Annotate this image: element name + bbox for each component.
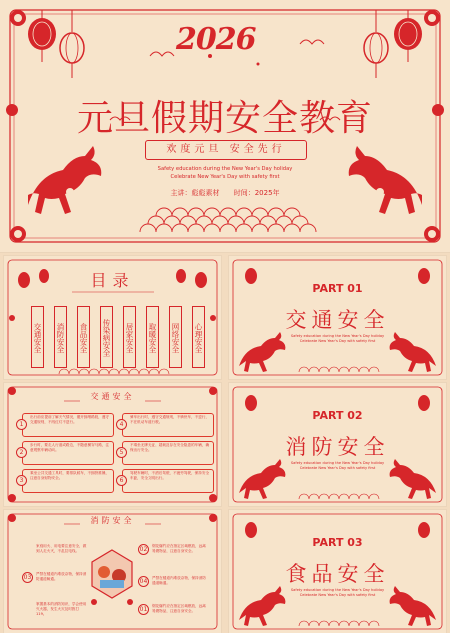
title-slide[interactable] (0, 0, 450, 252)
time: 时间：2025年 (233, 189, 280, 197)
toc-item-traffic[interactable]: 交通安全 (31, 306, 44, 368)
part1-slide[interactable] (229, 256, 446, 379)
part3-slide[interactable] (229, 510, 446, 633)
traffic-item-num-2: 2 (16, 447, 27, 458)
left-lanterns (28, 10, 84, 78)
traffic-item-num-4: 4 (116, 419, 127, 430)
toc-item-home[interactable]: 居家安全 (123, 306, 136, 368)
traffic-item-text-6: 驾驶车辆时，不酒后驾驶，不疲劳驾驶，保持安全车距，安全文明出行。 (130, 471, 210, 480)
traffic-item-text-5: 不乘坐无牌无证、超载及存在安全隐患的车辆，确保出行安全。 (130, 443, 210, 452)
fire-item-text-3: 严禁在楼道内堆放杂物，保持消防通道畅通。 (36, 572, 87, 581)
fire-heading: 消防安全 (90, 516, 135, 525)
fire-item-num-4: 04 (139, 578, 148, 585)
fire-illustration (91, 550, 133, 605)
traffic-item-num-1: 1 (16, 419, 27, 430)
fire-item-text-4: 严禁在楼道内堆放杂物，保持消防通道畅通。 (152, 576, 206, 585)
toc-item-food[interactable]: 食品安全 (77, 306, 90, 368)
year-title: 2026 (176, 22, 256, 57)
traffic-item-num-3: 3 (16, 475, 27, 486)
traffic-item-text-4: 骑车出行时，遵守交通规则，不骑快车，不逆行，不在机动车道行驶。 (130, 415, 210, 424)
toc-item-heating[interactable]: 取暖安全 (146, 306, 159, 368)
subtitle-en-1: Safety education during the New Year's Day holiday (157, 166, 293, 172)
horse-left (28, 146, 101, 214)
fire-item-text-1: 家庭用火、用电要注意安全，做到人走火灭，不乱拉电线。 (36, 544, 87, 553)
horse-right (349, 146, 422, 214)
fire-item-text-2: 烟花爆竹应在指定区域燃放，远离易燃物品，注意自身安全。 (152, 544, 206, 553)
part1-label: PART 01 (312, 282, 363, 295)
part2-desc-2: Celebrate New Year's Day with safety first (299, 466, 376, 470)
part3-title: 食品安全 (285, 562, 390, 586)
part3-label: PART 03 (312, 536, 363, 549)
slogan-banner: 欢度元旦 安全先行 (145, 140, 307, 160)
part2-slide[interactable] (229, 383, 446, 506)
traffic-item-text-1: 出行前应提前了解天气情况，避开拥堵路段，遵守交通规则，不闯红灯不逆行。 (30, 415, 110, 424)
fire-item-num-3: 03 (23, 574, 32, 581)
right-lanterns (364, 10, 422, 78)
traffic-content-slide[interactable] (4, 383, 221, 506)
toc-item-disease[interactable]: 传染病安全 (100, 306, 113, 368)
subtitle-en-2: Celebrate New Year's Day with safety first (170, 174, 280, 180)
part2-desc-1: Safety education during the New Year's Day holiday (290, 461, 385, 465)
part3-desc-2: Celebrate New Year's Day with safety first (299, 593, 376, 597)
traffic-item-num-5: 5 (116, 447, 127, 458)
fire-item-text-6: 烟花爆竹应在指定区域燃放，远离易燃物品，注意自身安全。 (152, 604, 206, 613)
toc-item-fire[interactable]: 消防安全 (54, 306, 67, 368)
traffic-item-text-3: 乘坐公共交通工具时，要排队候车，不拥挤推搡，注意自身财物安全。 (30, 471, 110, 480)
fire-item-num-1: 01 (139, 606, 148, 613)
toc-title: 目录 (90, 271, 135, 290)
page-title: 元旦假期安全教育 (76, 98, 373, 139)
part1-desc-2: Celebrate New Year's Day with safety first (299, 339, 376, 343)
fire-item-num-2: 02 (139, 546, 148, 553)
toc-item-mental[interactable]: 心理安全 (192, 306, 205, 368)
part1-title: 交通安全 (285, 308, 390, 332)
fire-content-slide[interactable] (4, 510, 221, 633)
fire-item-text-5: 掌握基本的消防知识，学会使用灭火器，发生火灾及时拨打119。 (36, 602, 87, 616)
part2-title: 消防安全 (285, 435, 390, 459)
part2-label: PART 02 (312, 409, 363, 422)
traffic-item-text-2: 步行时，要走人行道或路边，不随意横穿马路，注意观察车辆动向。 (30, 443, 110, 452)
traffic-heading: 交通安全 (90, 392, 135, 401)
meta-line (0, 188, 450, 198)
part3-desc-1: Safety education during the New Year's Day holiday (290, 588, 385, 592)
traffic-item-num-6: 6 (116, 475, 127, 486)
toc-slide[interactable] (4, 256, 221, 379)
presenter: 主讲：彪彪素材 (170, 189, 220, 197)
toc-item-internet[interactable]: 网络安全 (169, 306, 182, 368)
part1-desc-1: Safety education during the New Year's Day holiday (290, 334, 385, 338)
